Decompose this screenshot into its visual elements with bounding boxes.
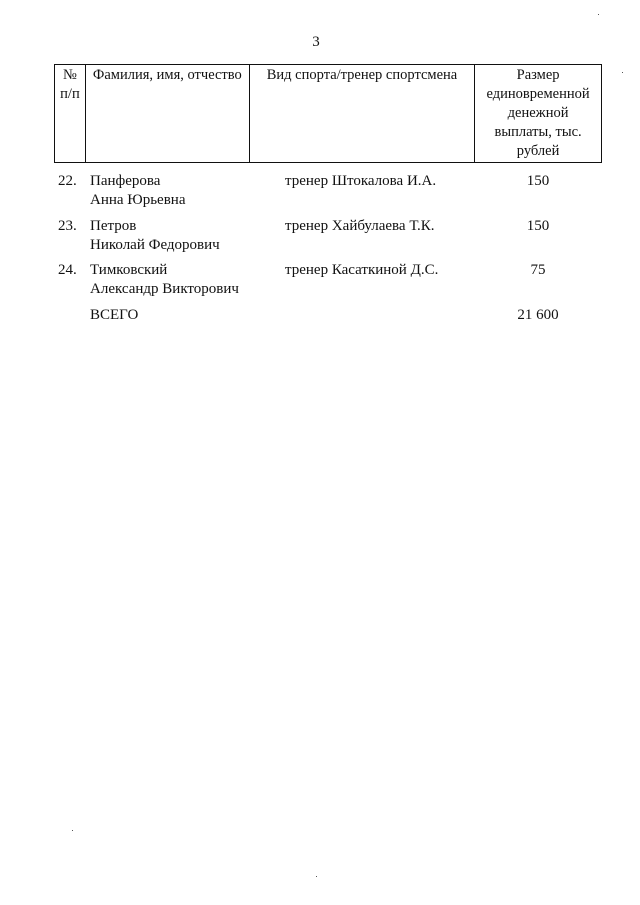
table-row bbox=[54, 217, 602, 262]
header-num-line2: п/п bbox=[60, 86, 80, 102]
amount-value: 150 bbox=[526, 217, 550, 234]
header-amount-line2: единовременной bbox=[486, 86, 590, 102]
person-surname: Петров bbox=[90, 217, 137, 234]
person-surname: Панферова bbox=[90, 173, 161, 189]
header-amount-line4: выплаты, тыс. bbox=[494, 124, 582, 140]
table-row bbox=[54, 261, 602, 306]
header-name bbox=[85, 65, 249, 163]
total-row bbox=[54, 306, 602, 328]
coach-text: тренер Касаткиной Д.С. bbox=[285, 262, 439, 278]
person-surname: Тимковский bbox=[90, 262, 168, 278]
person-given-names: Александр Викторович bbox=[90, 281, 239, 297]
header-sport bbox=[249, 65, 474, 163]
amount-value: 150 bbox=[526, 173, 550, 189]
header-row bbox=[55, 65, 602, 163]
scan-speck bbox=[622, 72, 623, 73]
header-amount bbox=[475, 65, 602, 163]
header-num bbox=[55, 65, 86, 163]
row-number: 24. bbox=[58, 262, 77, 278]
table-body bbox=[54, 172, 602, 328]
person-name bbox=[90, 261, 239, 299]
table-header bbox=[54, 64, 602, 163]
header-sport-text: Вид спорта/тренер спортсмена bbox=[266, 67, 458, 83]
total-amount: 21 600 bbox=[517, 306, 559, 323]
header-num-line1: № bbox=[63, 67, 77, 83]
person-given-names: Николай Федорович bbox=[90, 236, 220, 253]
page-number: 3 bbox=[312, 34, 320, 50]
person-given-names: Анна Юрьевна bbox=[90, 192, 186, 208]
header-name-text: Фамилия, имя, отчество bbox=[92, 67, 242, 83]
person-name bbox=[90, 217, 220, 255]
scan-speck bbox=[316, 876, 317, 877]
coach-text: тренер Хайбулаева Т.К. bbox=[285, 217, 435, 234]
header-amount-line5: рублей bbox=[516, 143, 560, 159]
amount-value: 75 bbox=[530, 262, 546, 278]
row-number: 22. bbox=[58, 173, 77, 189]
row-number: 23. bbox=[58, 217, 77, 234]
header-amount-line1: Размер bbox=[516, 67, 560, 83]
total-label: ВСЕГО bbox=[90, 306, 139, 323]
scan-speck bbox=[72, 830, 73, 831]
coach-text: тренер Штокалова И.А. bbox=[285, 173, 437, 189]
table-row bbox=[54, 172, 602, 217]
person-name bbox=[90, 172, 185, 210]
scan-speck bbox=[598, 14, 599, 15]
header-amount-line3: денежной bbox=[507, 105, 569, 121]
